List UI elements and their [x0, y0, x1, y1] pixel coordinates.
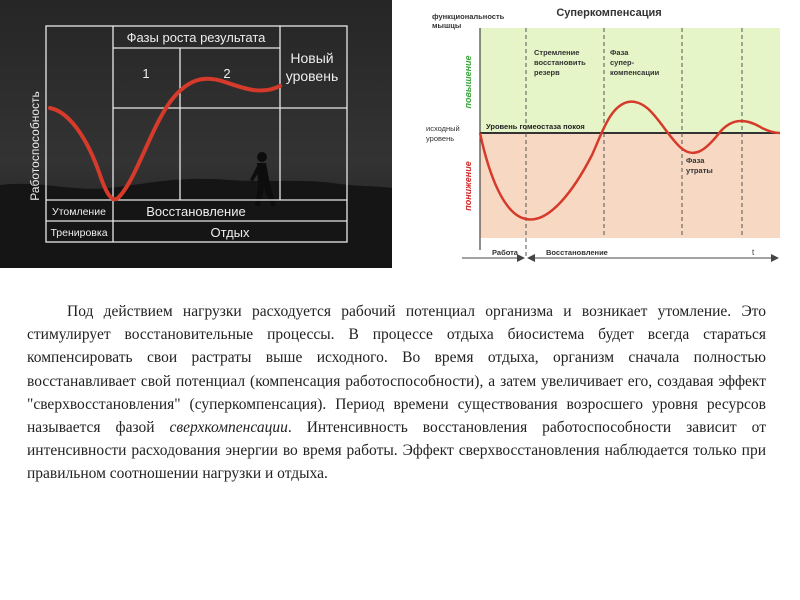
increase-zone — [480, 28, 780, 133]
striving-label-3: резерв — [534, 68, 560, 77]
work-label: Работа — [492, 248, 518, 257]
y-axis-label: Работоспособность — [28, 91, 42, 201]
y-axis-label-2: мышцы — [432, 21, 462, 30]
time-label: t — [752, 248, 755, 257]
super-label-3: компенсации — [610, 68, 660, 77]
fatigue-label: Утомление — [52, 206, 106, 218]
recovery-timeline-label: Восстановление — [546, 248, 608, 257]
super-label-1: Фаза — [610, 48, 629, 57]
phases-title: Фазы роста результата — [126, 30, 266, 45]
paragraph-text-before: Под действием нагрузки расходуется рабочий потенциал организма и возникает утомление. Это стимулирует восстановительные процессы. В процессе отдыха биосистема будет всегда стараться компенсировать свои растраты выше исходного. Во время отдыха, организм сначала полностью восстанавливает свой потенциал (компенсация работоспособности), а затем увеличивает его, создавая эффект "сверхвосстановления" (суперкомпенсация). Период времени существования возросшего уровня ресурсов называется фазой — [27, 303, 766, 437]
baseline-label-1: исходный — [426, 124, 460, 133]
phases-figure — [0, 0, 392, 268]
supercompensation-title: Суперкомпенсация — [556, 7, 662, 19]
homeostasis-label: Уровень гомеостаза покоя — [486, 122, 585, 131]
new-level-label-2: уровень — [285, 68, 339, 84]
training-label: Тренировка — [50, 227, 108, 239]
supercompensation-figure — [414, 0, 790, 268]
hills-silhouette — [0, 179, 392, 268]
paragraph-text-after: . Интенсивность восстановления работоспособности зависит от интенсивности расходования энергии во время работы. Эффект сверхвосстановления наблюдается только при правильном соотношении нагрузки и отдыха. — [27, 419, 766, 483]
increase-label: повышение — [463, 55, 473, 109]
striving-label-2: восстановить — [534, 58, 586, 67]
y-axis-label-1: функциональность — [432, 12, 505, 21]
super-label-2: супер- — [610, 58, 635, 67]
new-level-label-1: Новый — [290, 50, 334, 66]
recovery-label: Восстановление — [146, 204, 246, 219]
rest-label: Отдых — [210, 225, 250, 240]
body-paragraph — [27, 300, 766, 486]
baseline-label-2: уровень — [426, 134, 455, 143]
paragraph-emphasis: сверхкомпенсации — [169, 419, 288, 437]
striving-label-1: Стремление — [534, 48, 580, 57]
loss-label-1: Фаза — [686, 156, 705, 165]
loss-label-2: утраты — [686, 166, 713, 175]
decrease-zone — [480, 133, 780, 238]
phase-1-label: 1 — [142, 66, 150, 81]
decrease-label: понижение — [463, 161, 473, 211]
phase-2-label: 2 — [223, 66, 231, 81]
